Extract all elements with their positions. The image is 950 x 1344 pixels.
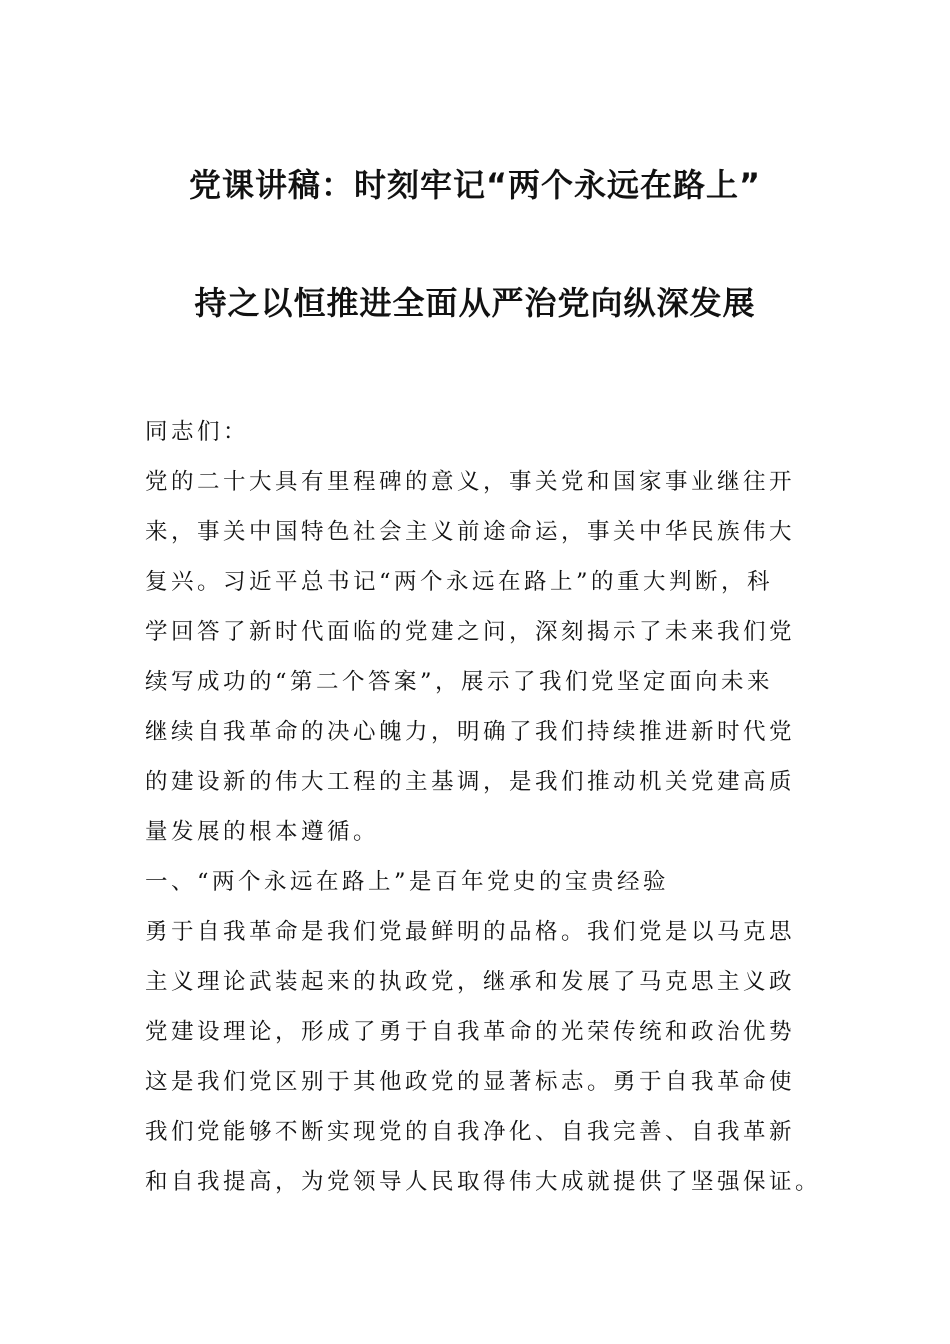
- paragraph-line: 和自我提高，为党领导人民取得伟大成就提供了坚强保证。: [145, 1169, 822, 1195]
- paragraph-line: 继续自我革命的决心魄力，明确了我们持续推进新时代党: [145, 719, 796, 745]
- document-title-line-2: 持之以恒推进全面从严治党向纵深发展: [194, 284, 756, 322]
- paragraph-line: 党的二十大具有里程碑的意义，事关党和国家事业继往开: [145, 469, 796, 495]
- section-1-heading-block: [145, 857, 810, 907]
- paragraph-line: 的建设新的伟大工程的主基调，是我们推动机关党建高质: [145, 769, 796, 795]
- paragraph-line: 续写成功的“第二个答案”，展示了我们党坚定面向未来: [145, 669, 774, 695]
- paragraph-line: 我们党能够不断实现党的自我净化、自我完善、自我革新: [145, 1119, 796, 1145]
- paragraph-line: 量发展的根本遵循。: [145, 819, 380, 845]
- paragraph-line: 勇于自我革命是我们党最鲜明的品格。我们党是以马克思: [145, 919, 796, 945]
- section-1-heading: 一、“两个永远在路上”是百年党史的宝贵经验: [145, 869, 670, 895]
- paragraph-1: [145, 457, 810, 857]
- paragraph-line: 来，事关中国特色社会主义前途命运，事关中华民族伟大: [145, 519, 796, 545]
- document-title-line-1: 党课讲稿：时刻牢记“两个永远在路上”: [188, 166, 762, 204]
- greeting: 同志们：: [145, 419, 250, 445]
- paragraph-line: 党建设理论，形成了勇于自我革命的光荣传统和政治优势: [145, 1019, 796, 1045]
- paragraph-2: [145, 907, 822, 1207]
- paragraph-line: 学回答了新时代面临的党建之问，深刻揭示了未来我们党: [145, 619, 796, 645]
- paragraph-line: 主义理论武装起来的执政党，继承和发展了马克思主义政: [145, 969, 796, 995]
- paragraph-line: 复兴。习近平总书记“两个永远在路上”的重大判断，科: [145, 569, 774, 595]
- paragraph-line: 这是我们党区别于其他政党的显著标志。勇于自我革命使: [145, 1069, 796, 1095]
